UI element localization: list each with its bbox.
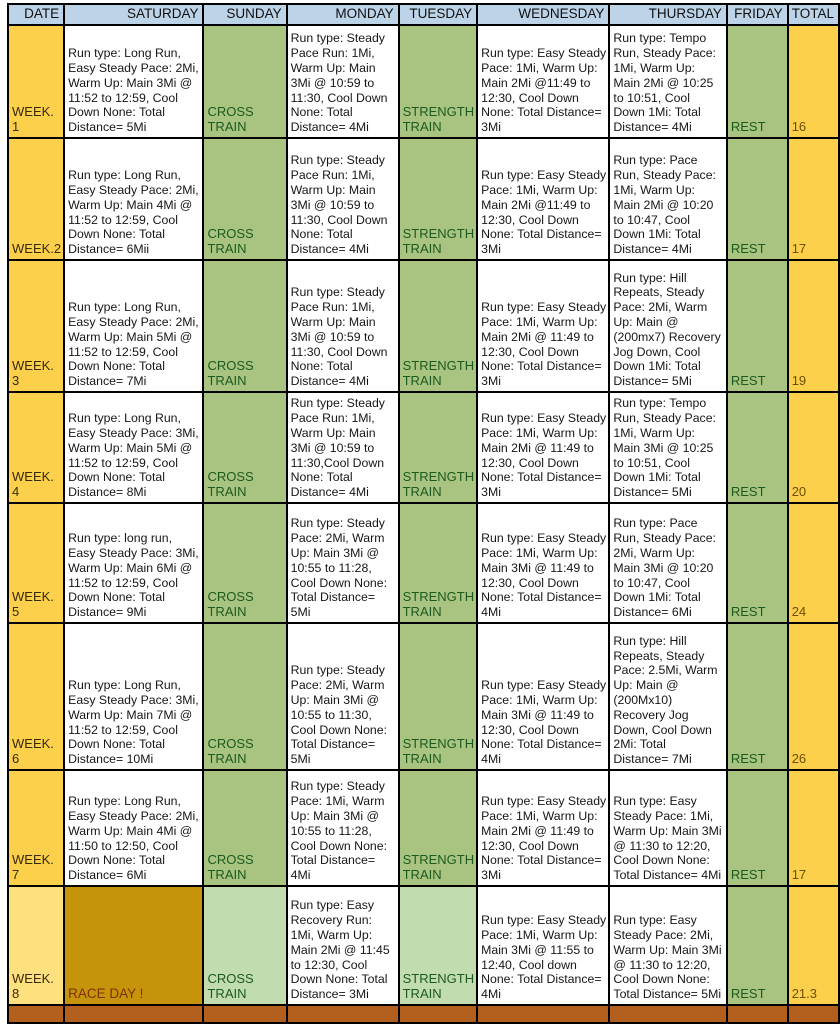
footer-bar-cell-monday — [287, 1005, 399, 1023]
cell-week1-total: 16 — [788, 25, 839, 138]
cell-week5-wednesday: Run type: Easy Steady Pace: 1Mi, Warm Up: Main 3Mi @ 11:49 to 12:30, Cool Down None: Total Distance= 4Mi — [477, 503, 609, 623]
header-cell-friday: FRIDAY — [727, 4, 788, 25]
cell-week1-monday: Run type: Steady Pace Run: 1Mi, Warm Up: Main 3Mi @ 10:59 to 11:30, Cool Down None: Total Distance= 4Mi — [287, 25, 399, 138]
cell-week4-tuesday: STRENGTH TRAIN — [399, 392, 478, 503]
week-row-3 — [8, 260, 839, 392]
cell-week3-saturday: Run type: Long Run, Easy Steady Pace: 2Mi, Warm Up: Main 5Mi @ 11:52 to 12:59, Cool Down None: Total Distance= 7Mi — [64, 260, 203, 392]
cell-week5-thursday: Run type: Pace Run, Steady Pace: 2Mi, Warm Up: Main 3Mi @ 10:20 to 10:47, Cool Down 1Mi: Total Distance= 6Mi — [609, 503, 726, 623]
cell-week8-sunday: CROSS TRAIN — [203, 886, 286, 1005]
cell-week3-date: WEEK. 3 — [8, 260, 64, 392]
cell-week8-saturday: RACE DAY ! — [64, 886, 203, 1005]
header-cell-tuesday: TUESDAY — [399, 4, 478, 25]
footer-bar-cell-friday — [727, 1005, 788, 1023]
cell-week6-monday: Run type: Steady Pace: 2Mi, Warm Up: Main 3Mi @ 10:55 to 11:30, Cool Down None: Total Distance= 5Mi — [287, 623, 399, 770]
cell-week8-tuesday: STRENGTH TRAIN — [399, 886, 478, 1005]
cell-week6-wednesday: Run type: Easy Steady Pace: 1Mi, Warm Up: Main 3Mi @ 11:49 to 12:30, Cool Down None: Total Distance= 4Mi — [477, 623, 609, 770]
week-row-2 — [8, 138, 839, 260]
week-row-6 — [8, 623, 839, 770]
cell-week7-tuesday: STRENGTH TRAIN — [399, 770, 478, 886]
cell-week7-saturday: Run type: Long Run, Easy Steady Pace: 2Mi, Warm Up: Main 4Mi @ 11:50 to 12:50, Cool Down None: Total Distance= 6Mi — [64, 770, 203, 886]
cell-week2-monday: Run type: Steady Pace Run: 1Mi, Warm Up: Main 3Mi @ 10:59 to 11:30, Cool Down None: Total Distance= 4Mi — [287, 138, 399, 260]
cell-week8-friday: REST — [727, 886, 788, 1005]
cell-week4-saturday: Run type: Long Run, Easy Steady Pace: 3Mi, Warm Up: Main 5Mi @ 11:52 to 12:59, Cool Down None: Total Distance= 8Mi — [64, 392, 203, 503]
cell-week3-tuesday: STRENGTH TRAIN — [399, 260, 478, 392]
cell-week5-total: 24 — [788, 503, 839, 623]
header-cell-date: DATE — [8, 4, 64, 25]
cell-week5-date: WEEK. 5 — [8, 503, 64, 623]
cell-week7-sunday: CROSS TRAIN — [203, 770, 286, 886]
header-cell-monday: MONDAY — [287, 4, 399, 25]
footer-bar-cell-saturday — [64, 1005, 203, 1023]
footer-bar-cell-date — [8, 1005, 64, 1023]
cell-week8-monday: Run type: Easy Recovery Run: 1Mi, Warm Up: Main 2Mi @ 11:45 to 12:30, Cool Down None: Total Distance= 3Mi — [287, 886, 399, 1005]
cell-week7-monday: Run type: Steady Pace: 1Mi, Warm Up: Main 3Mi @ 10:55 to 11:28, Cool Down None: Total Distance= 4Mi — [287, 770, 399, 886]
header-cell-thursday: THURSDAY — [609, 4, 726, 25]
cell-week6-sunday: CROSS TRAIN — [203, 623, 286, 770]
cell-week5-monday: Run type: Steady Pace: 2Mi, Warm Up: Main 3Mi @ 10:55 to 11:28, Cool Down None: Total Distance= 5Mi — [287, 503, 399, 623]
footer-bar-cell-total — [788, 1005, 839, 1023]
cell-week8-date: WEEK. 8 — [8, 886, 64, 1005]
header-cell-wednesday: WEDNESDAY — [477, 4, 609, 25]
cell-week3-monday: Run type: Steady Pace Run: 1Mi, Warm Up: Main 3Mi @ 10:59 to 11:30, Cool Down None: Total Distance= 4Mi — [287, 260, 399, 392]
cell-week4-total: 20 — [788, 392, 839, 503]
training-schedule-sheet — [7, 3, 840, 1024]
cell-week1-tuesday: STRENGTH TRAIN — [399, 25, 478, 138]
cell-week3-sunday: CROSS TRAIN — [203, 260, 286, 392]
cell-week4-thursday: Run type: Tempo Run, Steady Pace: 1Mi, Warm Up: Main 3Mi @ 10:25 to 10:51, Cool Down 1Mi: Total Distance= 5Mi — [609, 392, 726, 503]
cell-week3-friday: REST — [727, 260, 788, 392]
cell-week8-wednesday: Run type: Easy Steady Pace: 1Mi, Warm Up: Main 3Mi @ 11:55 to 12:40, Cool down None: Total Distance= 4Mi — [477, 886, 609, 1005]
cell-week2-thursday: Run type: Pace Run, Steady Pace: 1Mi, Warm Up: Main 2Mi @ 10:20 to 10:47, Cool Down 1Mi: Total Distance= 4Mi — [609, 138, 726, 260]
cell-week6-tuesday: STRENGTH TRAIN — [399, 623, 478, 770]
cell-week4-date: WEEK. 4 — [8, 392, 64, 503]
header-cell-sunday: SUNDAY — [203, 4, 286, 25]
cell-week5-sunday: CROSS TRAIN — [203, 503, 286, 623]
cell-week8-thursday: Run type: Easy Steady Pace: 2Mi, Warm Up: Main 3Mi @ 11:30 to 12:20, Cool Down None: Total Distance= 5Mi — [609, 886, 726, 1005]
cell-week1-friday: REST — [727, 25, 788, 138]
footer-bar-row — [8, 1005, 839, 1023]
cell-week1-sunday: CROSS TRAIN — [203, 25, 286, 138]
cell-week7-thursday: Run type: Easy Steady Pace: 1Mi, Warm Up: Main 3Mi @ 11:30 to 12:20, Cool Down None: Total Distance= 4Mi — [609, 770, 726, 886]
cell-week4-sunday: CROSS TRAIN — [203, 392, 286, 503]
header-cell-saturday: SATURDAY — [64, 4, 203, 25]
cell-week2-tuesday: STRENGTH TRAIN — [399, 138, 478, 260]
cell-week1-date: WEEK. 1 — [8, 25, 64, 138]
cell-week8-total: 21.3 — [788, 886, 839, 1005]
footer-bar-cell-tuesday — [399, 1005, 478, 1023]
cell-week2-sunday: CROSS TRAIN — [203, 138, 286, 260]
week-row-5 — [8, 503, 839, 623]
cell-week2-saturday: Run type: Long Run, Easy Steady Pace: 2Mi, Warm Up: Main 4Mi @ 11:52 to 12:59, Cool Down None: Total Distance= 6Mii — [64, 138, 203, 260]
week-row-7 — [8, 770, 839, 886]
header-cell-total: TOTAL — [788, 4, 839, 25]
cell-week3-total: 19 — [788, 260, 839, 392]
cell-week6-saturday: Run type: Long Run, Easy Steady Pace: 3Mi, Warm Up: Main 7Mi @ 11:52 to 12:59, Cool Down None: Total Distance= 10Mi — [64, 623, 203, 770]
cell-week5-friday: REST — [727, 503, 788, 623]
cell-week4-wednesday: Run type: Easy Steady Pace: 1Mi, Warm Up: Main 2Mi @ 11:49 to 12:30, Cool Down None: Total Distance= 3Mi — [477, 392, 609, 503]
cell-week1-wednesday: Run type: Easy Steady Pace: 1Mi, Warm Up: Main 2Mi @11:49 to 12:30, Cool Down None: Total Distance= 3Mi — [477, 25, 609, 138]
schedule-body — [8, 25, 839, 1023]
cell-week6-thursday: Run type: Hill Repeats, Steady Pace: 2.5Mi, Warm Up: Main @ (200Mx10) Recovery Jog Down, Cool Down 2Mi: Total Distance= 7Mi — [609, 623, 726, 770]
footer-bar-cell-wednesday — [477, 1005, 609, 1023]
cell-week3-thursday: Run type: Hill Repeats, Steady Pace: 2Mi, Warm Up: Main @ (200mx7) Recovery Jog Down, Cool Down 1Mi: Total Distance= 5Mi — [609, 260, 726, 392]
cell-week7-date: WEEK. 7 — [8, 770, 64, 886]
footer-bar-cell-thursday — [609, 1005, 726, 1023]
cell-week4-friday: REST — [727, 392, 788, 503]
cell-week5-tuesday: STRENGTH TRAIN — [399, 503, 478, 623]
cell-week3-wednesday: Run type: Easy Steady Pace: 1Mi, Warm Up: Main 2Mi @ 11:49 to 12:30, Cool Down None: Total Distance= 3Mi — [477, 260, 609, 392]
cell-week2-friday: REST — [727, 138, 788, 260]
cell-week7-total: 17 — [788, 770, 839, 886]
cell-week6-date: WEEK. 6 — [8, 623, 64, 770]
week-row-1 — [8, 25, 839, 138]
cell-week6-friday: REST — [727, 623, 788, 770]
week-row-8 — [8, 886, 839, 1005]
schedule-table — [7, 3, 840, 1024]
week-row-4 — [8, 392, 839, 503]
cell-week2-wednesday: Run type: Easy Steady Pace: 1Mi, Warm Up: Main 2Mi @11:49 to 12:30, Cool Down None: Total Distance= 3Mi — [477, 138, 609, 260]
header-row — [8, 4, 839, 25]
cell-week2-date: WEEK.2 — [8, 138, 64, 260]
cell-week2-total: 17 — [788, 138, 839, 260]
cell-week7-wednesday: Run type: Easy Steady Pace: 1Mi, Warm Up: Main 2Mi @ 11:49 to 12:30, Cool Down None: Total Distance= 3Mi — [477, 770, 609, 886]
cell-week4-monday: Run type: Steady Pace Run: 1Mi, Warm Up: Main 3Mi @ 10:59 to 11:30,Cool Down None: Total Distance= 4Mi — [287, 392, 399, 503]
cell-week1-saturday: Run type: Long Run, Easy Steady Pace: 2Mi, Warm Up: Main 3Mi @ 11:52 to 12:59, Cool Down None: Total Distance= 5Mi — [64, 25, 203, 138]
cell-week6-total: 26 — [788, 623, 839, 770]
cell-week1-thursday: Run type: Tempo Run, Steady Pace: 1Mi, Warm Up: Main 2Mi @ 10:25 to 10:51, Cool Down 1Mi: Total Distance= 4Mi — [609, 25, 726, 138]
cell-week7-friday: REST — [727, 770, 788, 886]
cell-week5-saturday: Run type: long run, Easy Steady Pace: 3Mi, Warm Up: Main 6Mi @ 11:52 to 12:59, Cool Down None: Total Distance= 9Mi — [64, 503, 203, 623]
footer-bar-cell-sunday — [203, 1005, 286, 1023]
